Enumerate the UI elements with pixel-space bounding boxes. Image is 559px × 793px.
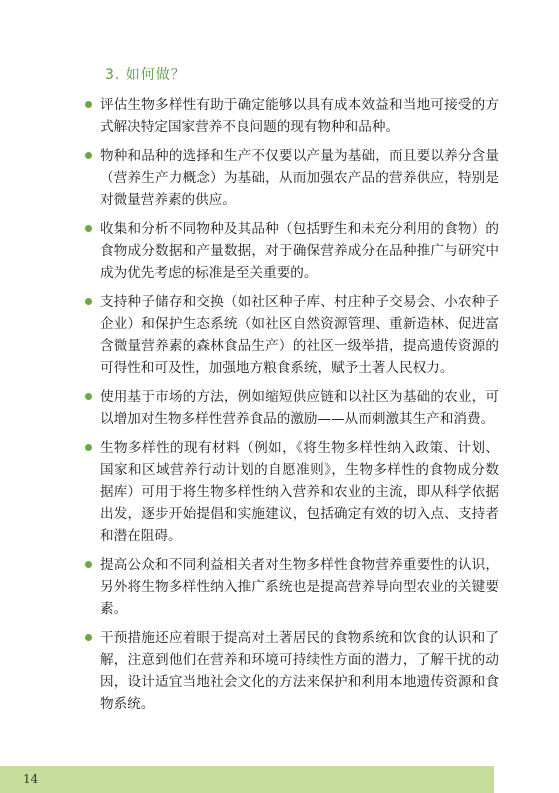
bullet-list [0,94,559,722]
list-item [0,145,559,211]
bullet-dot-icon [85,561,92,568]
bullet-dot-icon [85,393,92,400]
list-item-text: 提高公众和不同利益相关者对生物多样性食物营养重要性的认识，另外将生物多样性纳入推广系统也是提高营养导向型农业的关键要素。 [100,557,499,617]
section-heading: 3. 如何做？ [105,67,186,83]
page-number: 14 [23,772,39,786]
bullet-dot-icon [85,225,92,232]
list-item [0,94,559,138]
list-item-text: 干预措施还应着眼于提高对土著居民的食物系统和饮食的认识和了解，注意到他们在营养和环境可持续性方面的潜力，了解干扰的动因，设计适宜当地社会文化的方法来保护和利用本地遗传资源和食物系统。 [100,630,499,712]
list-item [0,218,559,284]
list-item-text: 物种和品种的选择和生产不仅要以产量为基础，而且要以养分含量（营养生产力概念）为基础，从而加强农产品的营养供应，特别是对微量营养素的供应。 [100,148,499,208]
list-item [0,554,559,620]
list-item-text: 收集和分析不同物种及其品种（包括野生和未充分利用的食物）的食物成分数据和产量数据，对于确保营养成分在品种推广与研究中成为优先考虑的标准是至关重要的。 [100,221,499,281]
list-item-text: 生物多样性的现有材料（例如，《将生物多样性纳入政策、计划、国家和区域营养行动计划的自愿准则》，生物多样性的食物成分数据库）可用于将生物多样性纳入营养和农业的主流，即从科学依据出发，逐步开始提倡和实施建议，包括确定有效的切入点、支持者和潜在阻碍。 [100,440,499,544]
list-item-text: 使用基于市场的方法，例如缩短供应链和以社区为基础的农业，可以增加对生物多样性营养食品的激励——从而刺激其生产和消费。 [100,389,499,427]
list-item-text: 评估生物多样性有助于确定能够以具有成本效益和当地可接受的方式解决特定国家营养不良问题的现有物种和品种。 [100,97,499,135]
bullet-dot-icon [85,101,92,108]
footer-band [0,766,494,793]
list-item [0,386,559,430]
list-item-text: 支持种子储存和交换（如社区种子库、村庄种子交易会、小农种子企业）和保护生态系统（如社区自然资源管理、重新造林、促进富含微量营养素的森林食品生产）的社区一级举措，提高遗传资源的可得性和可及性，加强地方粮食系统，赋予土著人民权力。 [100,294,499,376]
bullet-dot-icon [85,152,92,159]
bullet-dot-icon [85,298,92,305]
bullet-dot-icon [85,634,92,641]
bullet-dot-icon [85,444,92,451]
list-item [0,437,559,547]
list-item [0,627,559,715]
list-item [0,291,559,379]
